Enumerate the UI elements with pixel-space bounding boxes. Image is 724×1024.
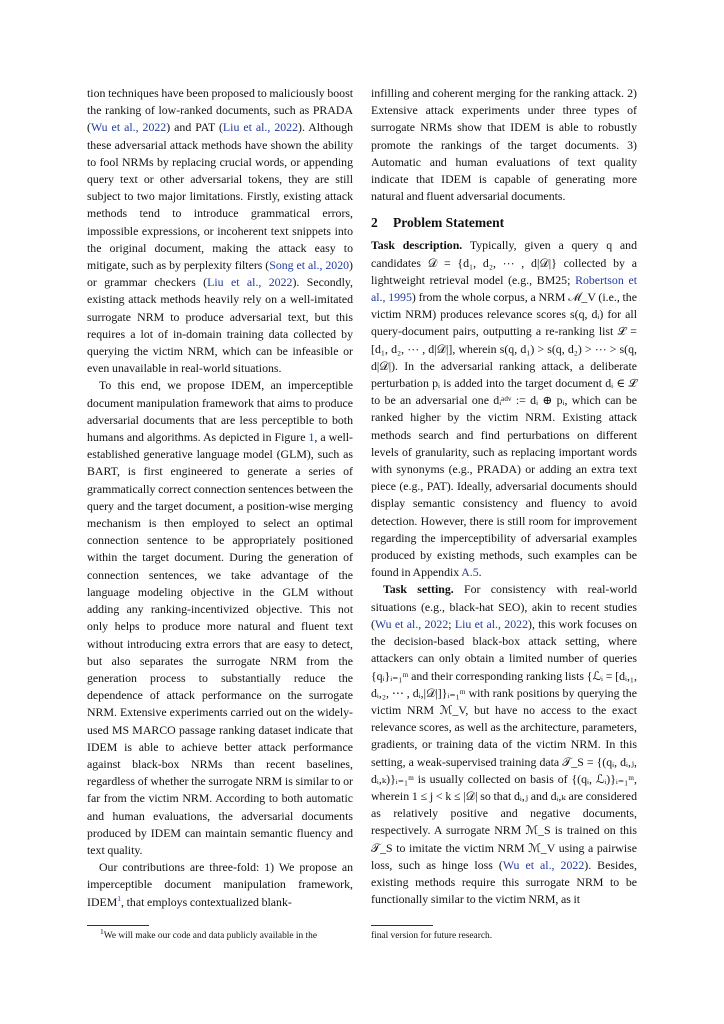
citation-link[interactable]: Robertson et al., 1995 — [371, 272, 637, 305]
left-column — [87, 85, 353, 911]
right-column — [371, 85, 637, 908]
figure-link[interactable]: 1 — [308, 430, 315, 445]
paragraph-task-description: Task description. Typically, given a query q and candidates 𝒟 = {d₁, d₂, ⋯ , d|𝒟|} collected by a lightweight retrieval model (e.g., BM25; Robertson et al., 1995) from the whole corpus, a NRM ℳ_V (i.e., the victim NRM) produces relevance scores s(q, dᵢ) for all query-document pairs, outputting a re-ranking list ℒ = [d₁, d₂, ⋯ , d|𝒟|], wherein s(q, d₁) > s(q, d₂) > ⋯ > s(q, d|𝒟|). In the adversarial ranking attack, a deliberate perturbation pᵢ is added into the target document dᵢ ∈ ℒ to be an adversarial one dᵢᵃᵈᵛ := dᵢ ⊕ pᵢ, which can be ranked higher by the victim NRM. Existing attack methods search and find perturbations on different levels of granularity, such as replacing important words with synonyms (e.g., PRADA) or adding an extra text piece (e.g., PAT). Ideally, adversarial documents should display semantic consistency and fluency to avoid detection. However, there is still room for improvement regarding the imperceptibility of adversarial examples produced by existing methods, such examples can be found in Appendix A.5. — [371, 238, 638, 580]
citation-link[interactable]: Wu et al., 2022 — [502, 857, 585, 872]
paragraph-limitations: tion techniques have been proposed to maliciously boost the ranking of low-ranked documents, such as PRADA (Wu et al., 2022) and PAT (Liu et al., 2022). Although these adversarial attack methods have shown the ability to fool NRMs by replacing crucial words, or appending query text or other adversarial tokens, they are still subject to two major limitations. Firstly, existing attack methods tend to introduce grammatical errors, impossible expressions, or incoherent text snippets into the original document, making the attack easy to mitigate, such as by perplexity filters (Song et al., 2020) or grammar checkers (Liu et al., 2022). Secondly, existing attack methods heavily rely on a well-imitated surrogate NRM to produce adversarial text, but this requires a lot of in-domain training data collected by querying the victim NRM, which can be infeasible or even unavailable in real-world situations. — [87, 86, 354, 376]
paragraph-proposal: To this end, we propose IDEM, an imperceptible document manipulation framework that aims to produce adversarial documents that are less perceptible to both humans and algorithms. As depicted in Figure 1, a well-established generative language model (GLM), such as BART, is first engineered to generate a series of grammatically correct connection sentences between the query and the target document, a position-wise merging mechanism is then employed to select an optimal connection sentence to be appropriately positioned within the target document. During the generation of connection sentences, we take advantage of the language modeling objective in the GLM without adding any ranking-incentivized objective. This not only helps to produce more natural and fluent text without introducing extra errors that are easy to detect, but also separates the surrogate NRM from the generation process to substantially reduce the dependence of attack performance on the surrogate NRM. Extensive experiments carried out on the widely-used MS MARCO passage ranking dataset indicate that IDEM is able to achieve better attack performance against black-box NRMs than recent baselines, regardless of whether the surrogate NRM is similar to or far from the victim NRM. According to both automatic and human evaluations, the adversarial documents produced by IDEM can maintain semantic fluency and text quality. — [87, 378, 354, 857]
footnote-rule — [371, 925, 433, 926]
citation-link[interactable]: Wu et al., 2022 — [374, 616, 449, 631]
paragraph-lead: Task description. — [371, 238, 463, 253]
citation-link[interactable]: Liu et al., 2022 — [454, 616, 528, 631]
paragraph-lead: Task setting. — [383, 582, 454, 597]
citation-link[interactable]: Song et al., 2020 — [269, 258, 350, 273]
citation-link[interactable]: Wu et al., 2022 — [90, 120, 167, 135]
paragraph-contributions: Our contributions are three-fold: 1) We propose an imperceptible document manipulation framework, IDEM$^1$, that employs contextualized blank- — [87, 860, 353, 909]
footnote-left: $^1$We will make our code and data publicly available in the — [100, 926, 317, 941]
citation-link[interactable]: Liu et al., 2022 — [207, 275, 293, 290]
footnote-ref[interactable]: 1 — [117, 893, 122, 903]
paragraph-contributions-cont: infilling and coherent merging for the ranking attack. 2) Extensive attack experiments under three types of surrogate NRMs show that IDEM is able to robustly promote the rankings of the target documents. 3) Automatic and human evaluations of text quality indicate that IDEM is capable of generating more natural and fluent adversarial documents. — [371, 86, 637, 204]
section-heading — [371, 215, 637, 231]
paragraph-task-setting: Task setting. For consistency with real-world situations (e.g., black-hat SEO), akin to recent studies (Wu et al., 2022; Liu et al., 2022), this work focuses on the decision-based black-box attack setting, where attackers can only obtain a limited number of queries {qᵢ}ᵢ₌₁ᵐ and their corresponding ranking lists {ℒᵢ = [dᵢ,₁, dᵢ,₂, ⋯ , dᵢ,|𝒟|]}ᵢ₌₁ᵐ with rank positions by querying the victim NRM ℳ_V, but have no access to the exact relevance scores, as well as the architecture, parameters, gradients, or training data of the victim NRM. In this setting, a weak-supervised training data 𝒯_S = {(qᵢ, dᵢ,ⱼ, dᵢ,ₖ)}ᵢ₌₁ᵐ is usually collected on basis of {(qᵢ, ℒᵢ)}ᵢ₌₁ᵐ, wherein 1 ≤ j < k ≤ |𝒟| so that dᵢ,ⱼ and dᵢ,ₖ are considered as relatively positive and negative documents, respectively. A surrogate NRM ℳ_S is trained on this 𝒯_S to imitate the victim NRM ℳ_V using a pairwise loss, such as hinge loss (Wu et al., 2022). Besides, existing methods require this surrogate NRM to be functionally similar to the victim NRM, as it — [371, 582, 638, 907]
section-title: Problem Statement — [393, 215, 505, 231]
section-number: 2 — [371, 215, 378, 231]
citation-link[interactable]: Liu et al., 2022 — [222, 120, 299, 135]
footnote-right: final version for future research. — [371, 931, 493, 941]
appendix-link[interactable]: A.5 — [461, 565, 479, 580]
footnote-rule — [87, 925, 149, 926]
